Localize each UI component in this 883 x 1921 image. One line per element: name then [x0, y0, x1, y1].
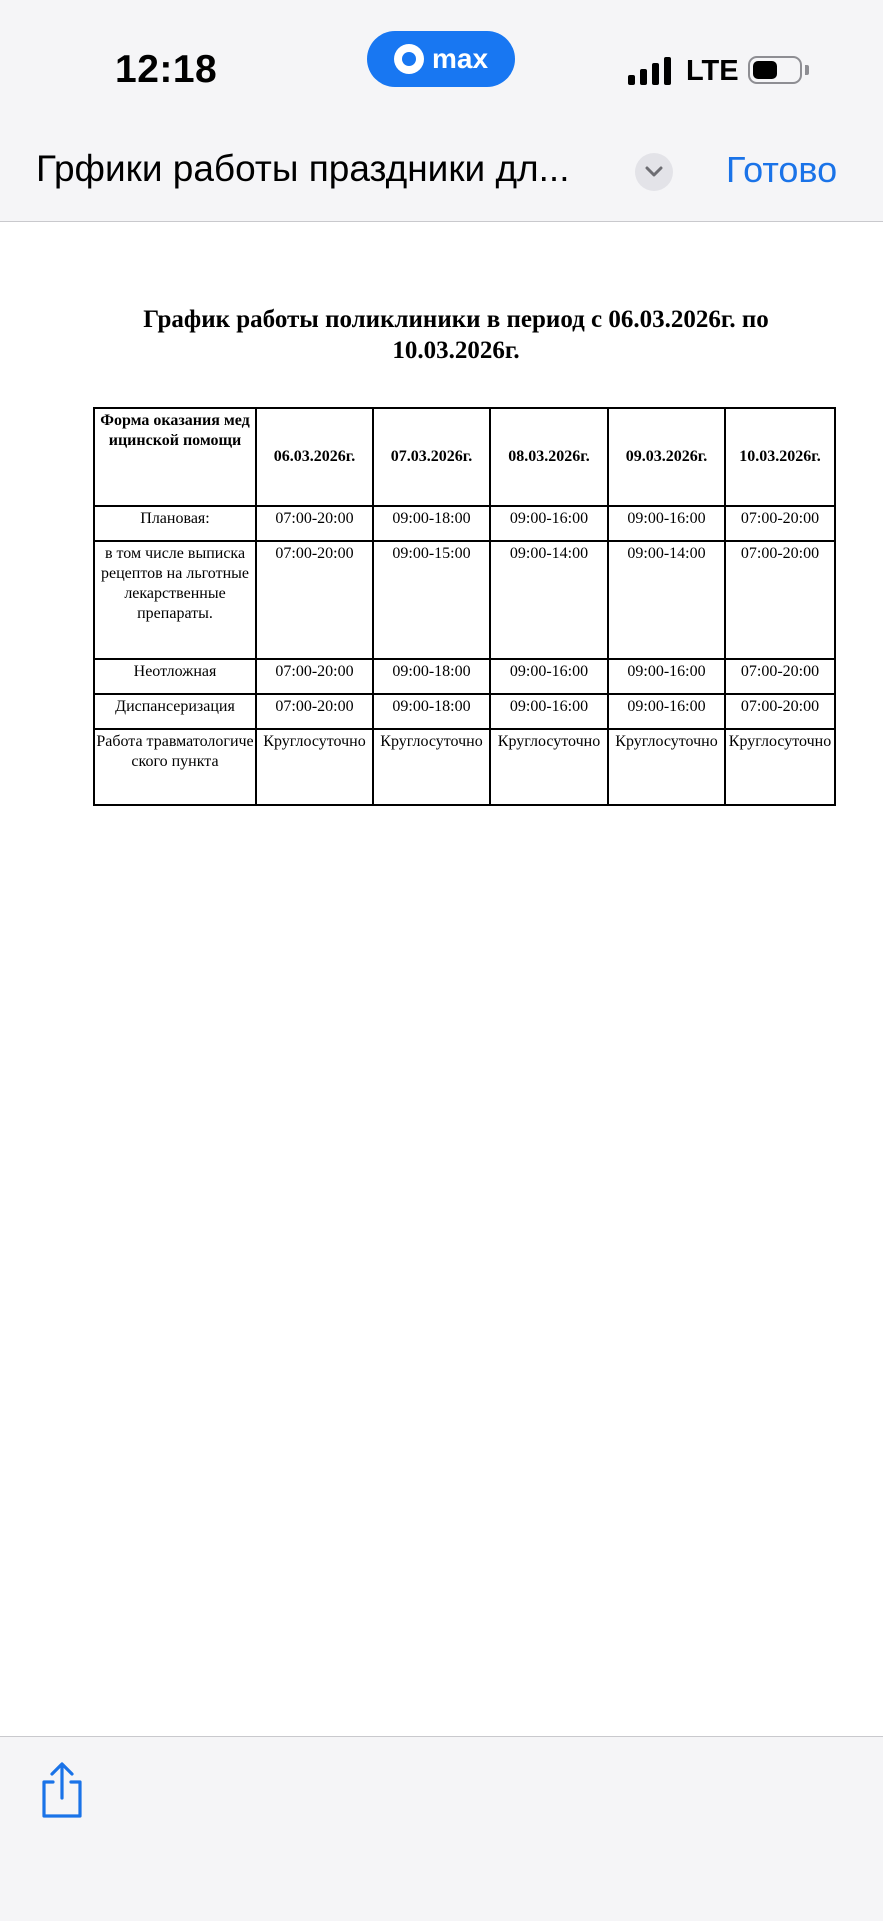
battery-tip [805, 65, 809, 75]
status-time: 12:18 [115, 48, 218, 91]
network-type: LTE [686, 55, 739, 87]
table-row [94, 541, 835, 659]
table-cell: 09:00-18:00 [373, 659, 490, 694]
table-cell: 07:00-20:00 [725, 694, 835, 729]
max-logo-icon [394, 44, 424, 74]
schedule-table [93, 407, 836, 806]
table-cell: 07:00-20:00 [256, 506, 373, 541]
header-cell: 06.03.2026г. [256, 408, 373, 506]
cellular-signal-icon [628, 57, 672, 85]
table-cell: 07:00-20:00 [725, 506, 835, 541]
table-cell: Круглосуточно [373, 729, 490, 805]
table-row [94, 729, 835, 805]
table-cell: в том числе выписка рецептов на льготные лекарственные препараты. [94, 541, 256, 659]
table-cell: 09:00-16:00 [608, 506, 725, 541]
table-row [94, 506, 835, 541]
table-cell: 07:00-20:00 [256, 541, 373, 659]
table-row [94, 659, 835, 694]
table-cell: 07:00-20:00 [256, 659, 373, 694]
header-cell: 07.03.2026г. [373, 408, 490, 506]
header-cell: 10.03.2026г. [725, 408, 835, 506]
table-cell: Круглосуточно [608, 729, 725, 805]
table-cell: 09:00-18:00 [373, 694, 490, 729]
done-button[interactable]: Готово [726, 149, 838, 190]
table-cell: 07:00-20:00 [725, 541, 835, 659]
table-cell: 09:00-16:00 [608, 659, 725, 694]
table-cell: 09:00-15:00 [373, 541, 490, 659]
table-cell: Работа травматологического пункта [94, 729, 256, 805]
table-cell: 07:00-20:00 [725, 659, 835, 694]
table-cell: 09:00-14:00 [608, 541, 725, 659]
share-icon[interactable] [36, 1760, 88, 1820]
document-heading: График работы поликлиники в период с 06.03.2026г. по 10.03.2026г. [143, 306, 769, 364]
document-title-nav[interactable]: Грфики работы праздники дл... [36, 148, 570, 189]
table-cell: 09:00-16:00 [490, 694, 608, 729]
table-cell: 09:00-16:00 [608, 694, 725, 729]
table-cell: 09:00-14:00 [490, 541, 608, 659]
table-row [94, 694, 835, 729]
table-header-row [94, 408, 835, 506]
header-cell: Форма оказания медицинской помощи [94, 408, 256, 506]
table-cell: 09:00-16:00 [490, 659, 608, 694]
title-menu-button[interactable] [635, 153, 673, 191]
table-cell: 07:00-20:00 [256, 694, 373, 729]
table-cell: Плановая: [94, 506, 256, 541]
table-cell: Круглосуточно [256, 729, 373, 805]
table-cell: 09:00-16:00 [490, 506, 608, 541]
chevron-down-icon [645, 166, 663, 178]
table-cell: 09:00-18:00 [373, 506, 490, 541]
table-cell: Неотложная [94, 659, 256, 694]
battery-icon [748, 56, 802, 84]
bottom-toolbar [0, 1736, 883, 1921]
table-cell: Круглосуточно [725, 729, 835, 805]
max-pill-label: max [431, 43, 489, 74]
table-cell: Диспансеризация [94, 694, 256, 729]
header-cell: 08.03.2026г. [490, 408, 608, 506]
header-cell: 09.03.2026г. [608, 408, 725, 506]
table-cell: Круглосуточно [490, 729, 608, 805]
max-app-pill[interactable] [367, 31, 515, 87]
